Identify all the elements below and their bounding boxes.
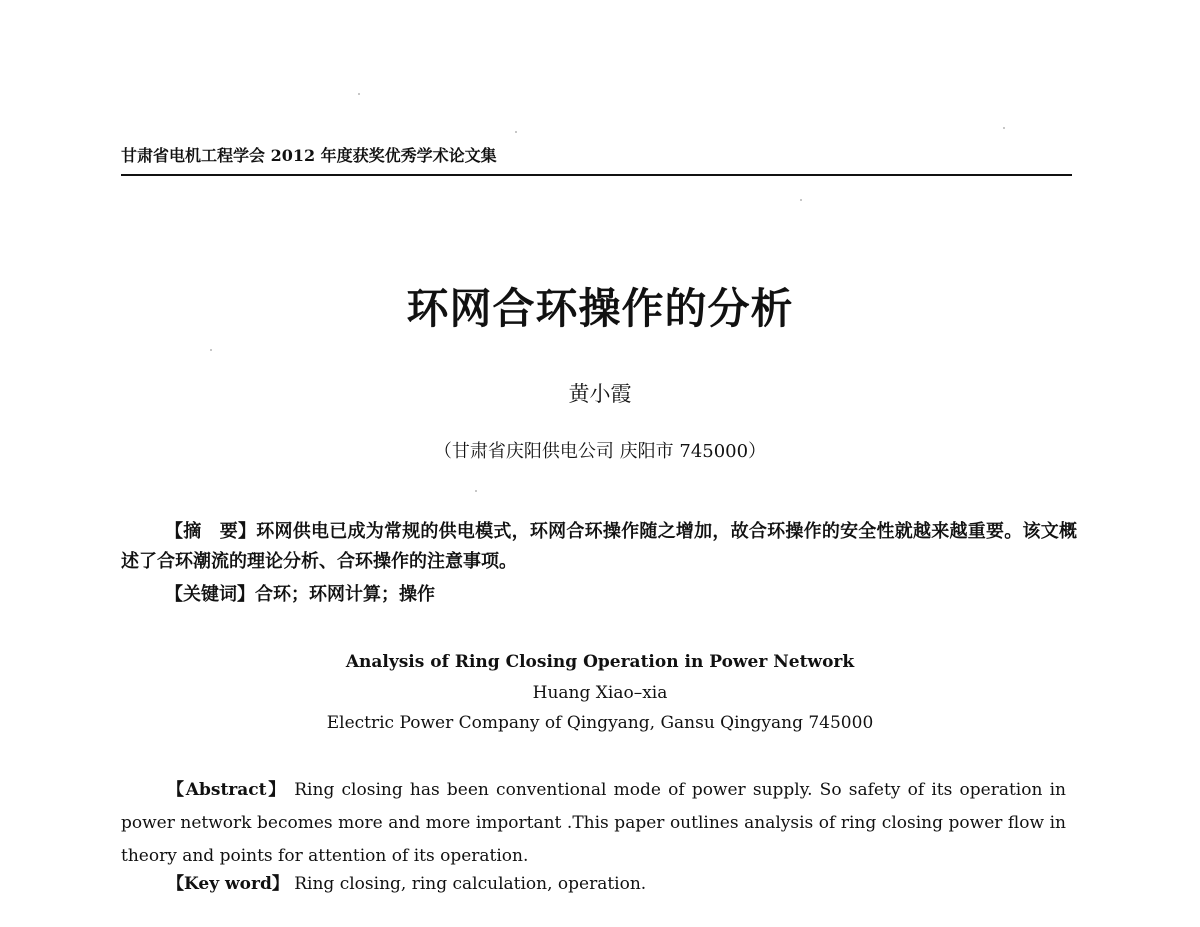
running-header bbox=[121, 146, 1072, 176]
scan-speck bbox=[800, 199, 802, 201]
english-author: Huang Xiao–xia bbox=[532, 683, 668, 703]
chinese-keywords-label: 【关键词】 bbox=[165, 584, 255, 605]
english-affiliation: Electric Power Company of Qingyang, Gansu Qingyang 745000 bbox=[326, 713, 874, 733]
scan-speck bbox=[1003, 127, 1005, 129]
chinese-author: 黄小霞 bbox=[568, 382, 632, 406]
journal-title: 甘肃省电机工程学会 2012 年度获奖优秀学术论文集 bbox=[121, 146, 497, 165]
scan-speck bbox=[358, 93, 360, 95]
english-abstract-text: Ring closing has been conventional mode of power supply. So safety of its operation in power network becomes more and more important .This paper outlines analysis of ring closing power flow in theory and points for attention of its operation. bbox=[121, 780, 1066, 866]
chinese-abstract-label: 【摘 要】 bbox=[165, 521, 257, 542]
english-abstract bbox=[121, 774, 1066, 873]
scan-speck bbox=[475, 490, 477, 492]
scan-speck bbox=[210, 349, 212, 351]
chinese-affiliation: （甘肃省庆阳供电公司 庆阳市 745000） bbox=[433, 441, 767, 462]
english-title: Analysis of Ring Closing Operation in Power Network bbox=[345, 652, 855, 672]
scan-speck bbox=[515, 131, 517, 133]
english-abstract-label: 【Abstract】 bbox=[167, 780, 288, 800]
english-keywords-text: Ring closing, ring calculation, operation. bbox=[288, 874, 647, 894]
chinese-title: 环网合环操作的分析 bbox=[406, 284, 794, 333]
chinese-abstract bbox=[121, 517, 1077, 577]
english-keywords bbox=[167, 871, 1027, 897]
chinese-abstract-text: 环网供电已成为常规的供电模式，环网合环操作随之增加，故合环操作的安全性就越来越重要。该文概述了合环潮流的理论分析、合环操作的注意事项。 bbox=[121, 521, 1078, 572]
chinese-keywords-text: 合环；环网计算；操作 bbox=[255, 584, 435, 605]
english-keywords-label: 【Key word】 bbox=[167, 874, 289, 894]
chinese-keywords bbox=[165, 580, 1065, 610]
